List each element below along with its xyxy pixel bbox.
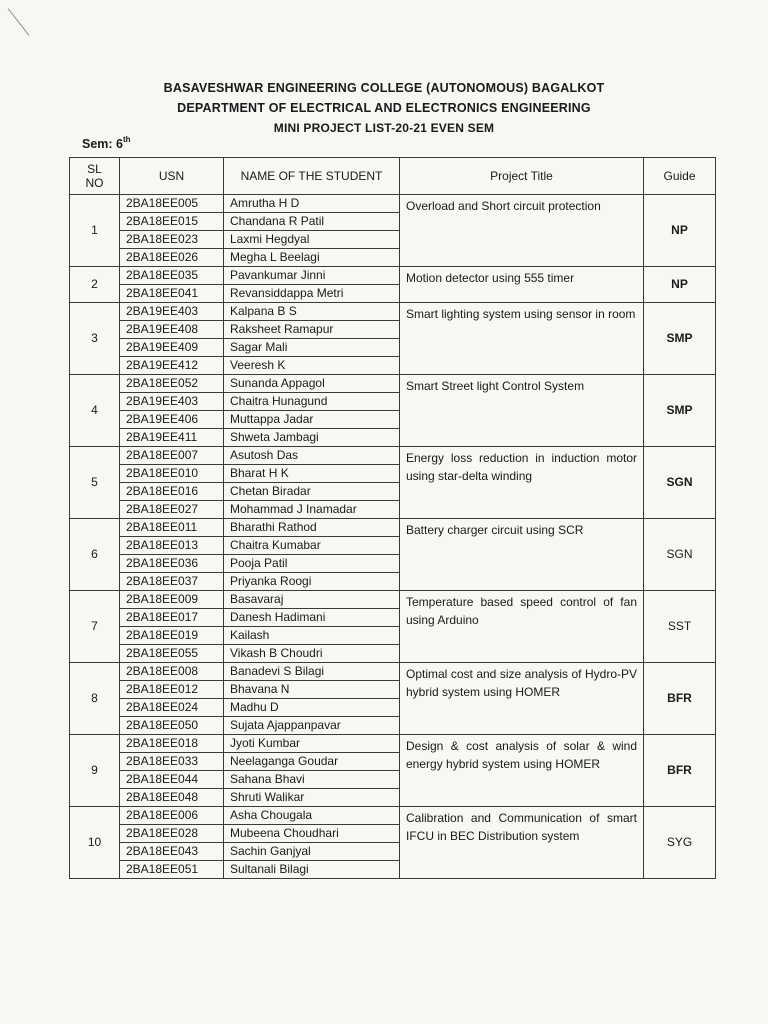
student-name-cell: Chaitra Kumabar: [224, 537, 400, 555]
student-name-cell: Shweta Jambagi: [224, 429, 400, 447]
usn-cell: 2BA18EE011: [120, 519, 224, 537]
student-name-cell: Basavaraj: [224, 591, 400, 609]
usn-cell: 2BA18EE043: [120, 843, 224, 861]
table-row: [70, 735, 716, 753]
guide-cell: SGN: [644, 447, 716, 519]
student-name-cell: Danesh Hadimani: [224, 609, 400, 627]
serial-number: 6: [70, 519, 120, 591]
usn-cell: 2BA19EE412: [120, 357, 224, 375]
usn-cell: 2BA19EE411: [120, 429, 224, 447]
document-header: [0, 78, 768, 138]
usn-cell: 2BA18EE010: [120, 465, 224, 483]
usn-cell: 2BA19EE406: [120, 411, 224, 429]
project-title-cell: Temperature based speed control of fan using Arduino: [400, 591, 644, 663]
student-name-cell: Raksheet Ramapur: [224, 321, 400, 339]
usn-cell: 2BA18EE036: [120, 555, 224, 573]
student-name-cell: Pooja Patil: [224, 555, 400, 573]
usn-cell: 2BA18EE019: [120, 627, 224, 645]
usn-cell: 2BA18EE015: [120, 213, 224, 231]
guide-cell: NP: [644, 267, 716, 303]
table-row: [70, 807, 716, 825]
col-header-name: NAME OF THE STUDENT: [224, 158, 400, 195]
serial-number: 4: [70, 375, 120, 447]
serial-number: 2: [70, 267, 120, 303]
table-row: [70, 195, 716, 213]
semester-label: [82, 136, 131, 151]
project-title-cell: Smart Street light Control System: [400, 375, 644, 447]
college-name: BASAVESHWAR ENGINEERING COLLEGE (AUTONOMOUS) BAGALKOT: [163, 81, 605, 95]
guide-cell: SYG: [644, 807, 716, 879]
serial-number: 7: [70, 591, 120, 663]
guide-cell: SST: [644, 591, 716, 663]
student-name-cell: Priyanka Roogi: [224, 573, 400, 591]
usn-cell: 2BA18EE005: [120, 195, 224, 213]
project-title-cell: Battery charger circuit using SCR: [400, 519, 644, 591]
list-title: MINI PROJECT LIST-20-21 EVEN SEM: [273, 121, 495, 135]
semester-text: Sem: 6: [82, 137, 123, 152]
table-row: [70, 303, 716, 321]
project-title-cell: Motion detector using 555 timer: [400, 267, 644, 303]
project-title-cell: Energy loss reduction in induction motor using star-delta winding: [400, 447, 644, 519]
student-name-cell: Mubeena Choudhari: [224, 825, 400, 843]
guide-cell: BFR: [644, 663, 716, 735]
usn-cell: 2BA18EE023: [120, 231, 224, 249]
student-name-cell: Megha L Beelagi: [224, 249, 400, 267]
student-name-cell: Sagar Mali: [224, 339, 400, 357]
serial-number: 1: [70, 195, 120, 267]
col-header-sl-line1: SL: [87, 162, 102, 176]
usn-cell: 2BA18EE008: [120, 663, 224, 681]
student-name-cell: Amrutha H D: [224, 195, 400, 213]
usn-cell: 2BA19EE403: [120, 393, 224, 411]
usn-cell: 2BA18EE048: [120, 789, 224, 807]
table-body: [70, 195, 716, 879]
scan-mark: [8, 8, 30, 35]
student-name-cell: Chetan Biradar: [224, 483, 400, 501]
serial-number: 3: [70, 303, 120, 375]
student-name-cell: Kalpana B S: [224, 303, 400, 321]
col-header-guide: Guide: [644, 158, 716, 195]
student-name-cell: Madhu D: [224, 699, 400, 717]
table-header-row: [70, 158, 716, 195]
guide-cell: NP: [644, 195, 716, 267]
table-row: [70, 375, 716, 393]
student-name-cell: Muttappa Jadar: [224, 411, 400, 429]
usn-cell: 2BA18EE026: [120, 249, 224, 267]
table-row: [70, 663, 716, 681]
usn-cell: 2BA18EE028: [120, 825, 224, 843]
project-title-cell: Smart lighting system using sensor in room: [400, 303, 644, 375]
student-name-cell: Chaitra Hunagund: [224, 393, 400, 411]
usn-cell: 2BA18EE050: [120, 717, 224, 735]
guide-cell: SMP: [644, 303, 716, 375]
student-name-cell: Jyoti Kumbar: [224, 735, 400, 753]
student-name-cell: Asutosh Das: [224, 447, 400, 465]
col-header-usn: USN: [120, 158, 224, 195]
usn-cell: 2BA18EE041: [120, 285, 224, 303]
usn-cell: 2BA18EE033: [120, 753, 224, 771]
usn-cell: 2BA18EE009: [120, 591, 224, 609]
student-name-cell: Laxmi Hegdyal: [224, 231, 400, 249]
serial-number: 9: [70, 735, 120, 807]
table-row: [70, 447, 716, 465]
department-name: DEPARTMENT OF ELECTRICAL AND ELECTRONICS ENGINEERING: [177, 101, 591, 115]
student-name-cell: Bharat H K: [224, 465, 400, 483]
student-name-cell: Chandana R Patil: [224, 213, 400, 231]
student-name-cell: Sultanali Bilagi: [224, 861, 400, 879]
student-name-cell: Banadevi S Bilagi: [224, 663, 400, 681]
student-name-cell: Bhavana N: [224, 681, 400, 699]
project-title-cell: Overload and Short circuit protection: [400, 195, 644, 267]
guide-cell: SGN: [644, 519, 716, 591]
student-name-cell: Sunanda Appagol: [224, 375, 400, 393]
serial-number: 8: [70, 663, 120, 735]
student-name-cell: Sahana Bhavi: [224, 771, 400, 789]
serial-number: 10: [70, 807, 120, 879]
student-name-cell: Neelaganga Goudar: [224, 753, 400, 771]
usn-cell: 2BA19EE409: [120, 339, 224, 357]
col-header-title: Project Title: [400, 158, 644, 195]
student-name-cell: Vikash B Choudri: [224, 645, 400, 663]
guide-cell: SMP: [644, 375, 716, 447]
usn-cell: 2BA18EE006: [120, 807, 224, 825]
project-table: [69, 157, 716, 879]
usn-cell: 2BA18EE037: [120, 573, 224, 591]
student-name-cell: Kailash: [224, 627, 400, 645]
student-name-cell: Sachin Ganjyal: [224, 843, 400, 861]
student-name-cell: Pavankumar Jinni: [224, 267, 400, 285]
usn-cell: 2BA18EE013: [120, 537, 224, 555]
usn-cell: 2BA18EE027: [120, 501, 224, 519]
student-name-cell: Revansiddappa Metri: [224, 285, 400, 303]
project-title-cell: Design & cost analysis of solar & wind energy hybrid system using HOMER: [400, 735, 644, 807]
usn-cell: 2BA18EE044: [120, 771, 224, 789]
serial-number: 5: [70, 447, 120, 519]
usn-cell: 2BA18EE024: [120, 699, 224, 717]
student-name-cell: Asha Chougala: [224, 807, 400, 825]
student-name-cell: Sujata Ajappanpavar: [224, 717, 400, 735]
usn-cell: 2BA19EE403: [120, 303, 224, 321]
usn-cell: 2BA18EE035: [120, 267, 224, 285]
usn-cell: 2BA18EE017: [120, 609, 224, 627]
col-header-sl: [70, 158, 120, 195]
guide-cell: BFR: [644, 735, 716, 807]
usn-cell: 2BA18EE055: [120, 645, 224, 663]
table-row: [70, 519, 716, 537]
student-name-cell: Shruti Walikar: [224, 789, 400, 807]
usn-cell: 2BA18EE052: [120, 375, 224, 393]
usn-cell: 2BA18EE012: [120, 681, 224, 699]
usn-cell: 2BA18EE018: [120, 735, 224, 753]
table-row: [70, 591, 716, 609]
usn-cell: 2BA19EE408: [120, 321, 224, 339]
student-name-cell: Mohammad J Inamadar: [224, 501, 400, 519]
project-title-cell: Optimal cost and size analysis of Hydro-PV hybrid system using HOMER: [400, 663, 644, 735]
student-name-cell: Bharathi Rathod: [224, 519, 400, 537]
student-name-cell: Veeresh K: [224, 357, 400, 375]
table-row: [70, 267, 716, 285]
usn-cell: 2BA18EE007: [120, 447, 224, 465]
semester-suffix: th: [123, 135, 131, 144]
usn-cell: 2BA18EE016: [120, 483, 224, 501]
usn-cell: 2BA18EE051: [120, 861, 224, 879]
col-header-sl-line2: NO: [85, 176, 104, 190]
project-title-cell: Calibration and Communication of smart IFCU in BEC Distribution system: [400, 807, 644, 879]
